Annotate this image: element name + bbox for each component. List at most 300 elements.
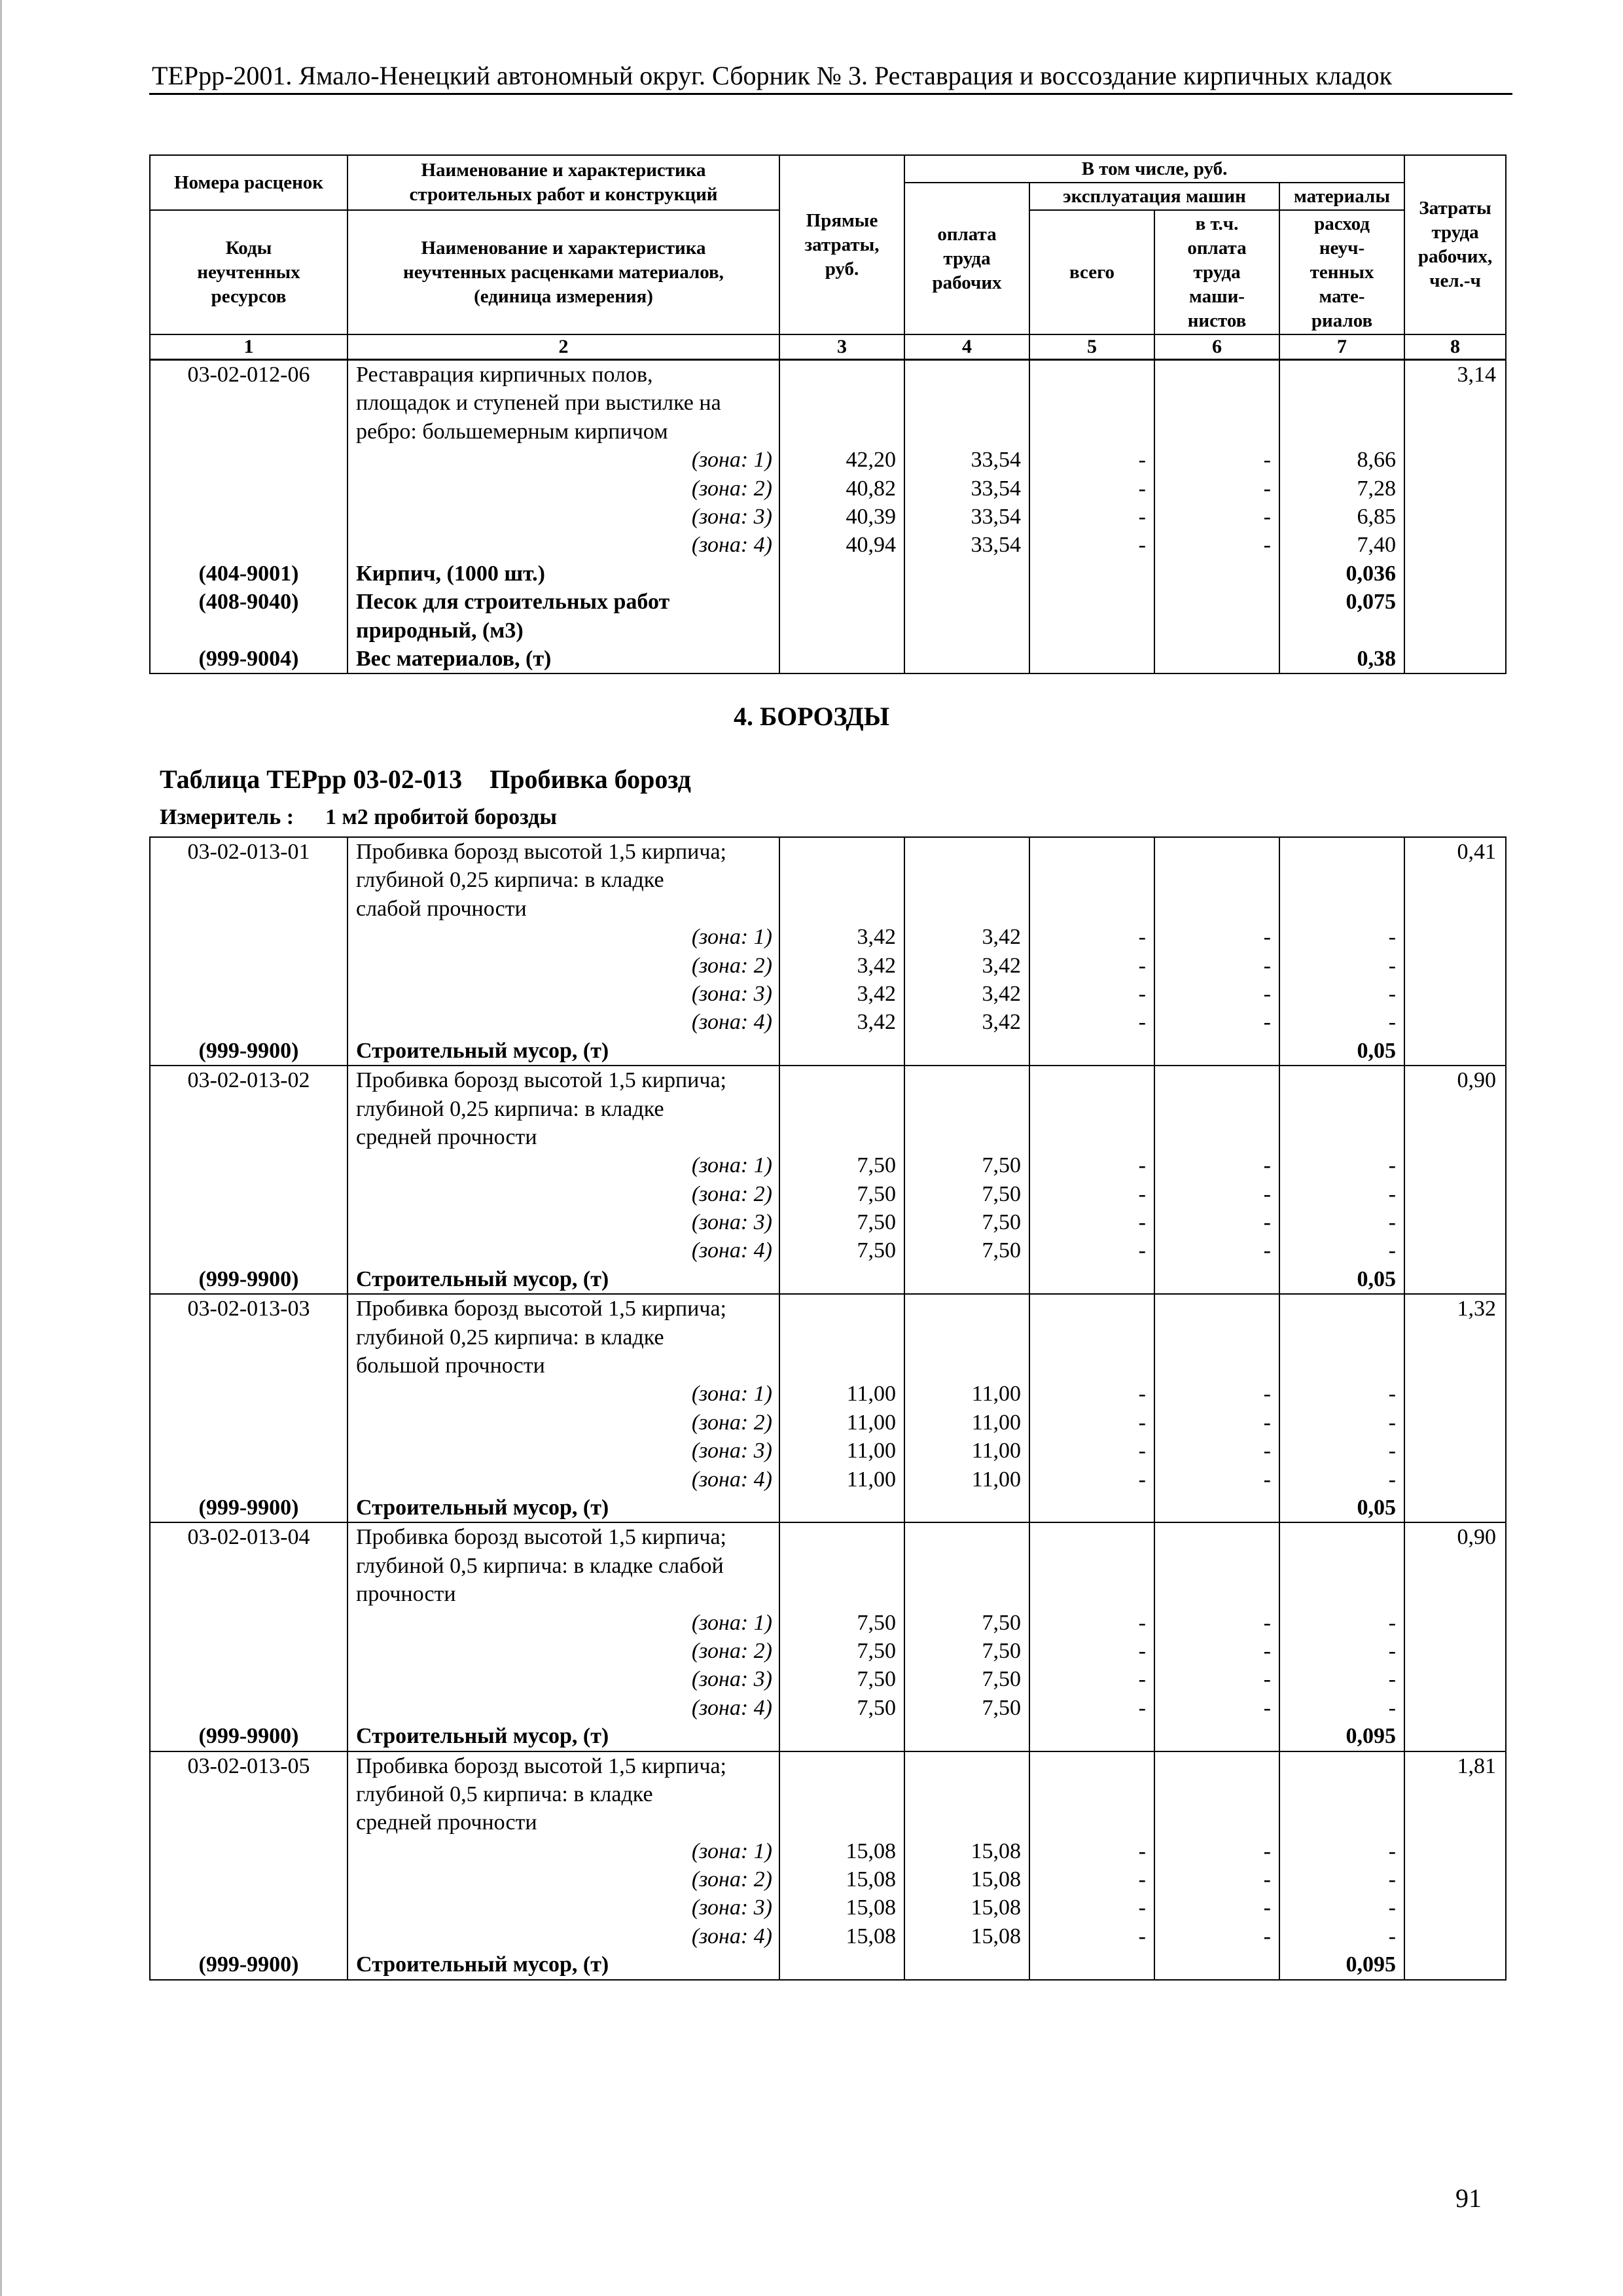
zone-label: (зона: 1) xyxy=(691,1153,772,1178)
blank-line xyxy=(151,980,347,1008)
materials-value: - xyxy=(1388,1895,1396,1920)
resource-value: 0,05 xyxy=(1357,1495,1396,1520)
blank-line xyxy=(1030,1523,1146,1551)
blank-line xyxy=(780,1722,896,1750)
zone-label: (зона: 1) xyxy=(691,448,772,473)
blank-line xyxy=(780,1494,896,1522)
blank-line xyxy=(1405,1922,1496,1950)
worker-wages-cell xyxy=(904,1522,1029,1751)
blank-line xyxy=(905,361,1021,389)
resource-value: 0,05 xyxy=(1357,1266,1396,1291)
rate-name-line: Пробивка борозд высотой 1,5 кирпича; xyxy=(356,840,726,864)
direct-costs-cell xyxy=(779,1751,904,1980)
machines-total-cell xyxy=(1029,360,1154,673)
direct-costs-cell xyxy=(779,1522,904,1751)
blank-line xyxy=(151,1408,347,1437)
rate-name-line: средней прочности xyxy=(356,1810,537,1835)
rate-code: 03-02-013-05 xyxy=(187,1753,310,1778)
direct-value: 15,08 xyxy=(846,1924,896,1948)
blank-line xyxy=(151,1552,347,1580)
direct-value: 15,08 xyxy=(846,1839,896,1863)
machines-total-value: - xyxy=(1138,476,1146,501)
blank-line xyxy=(1280,1552,1396,1580)
blank-line xyxy=(1030,1037,1146,1065)
wages-value: 11,00 xyxy=(971,1382,1021,1407)
zone-label: (зона: 3) xyxy=(691,1895,772,1920)
blank-line xyxy=(1280,1523,1396,1551)
materials-value: - xyxy=(1388,953,1396,978)
blank-line xyxy=(780,1295,896,1323)
blank-line xyxy=(780,560,896,588)
blank-line xyxy=(1155,560,1271,588)
wages-value: 15,08 xyxy=(971,1839,1021,1863)
zone-label: (зона: 4) xyxy=(691,1010,772,1035)
blank-line xyxy=(1405,1552,1496,1580)
zone-label: (зона: 3) xyxy=(691,1667,772,1692)
blank-line xyxy=(1405,1180,1496,1208)
blank-line xyxy=(1030,617,1146,645)
blank-line xyxy=(1405,952,1496,980)
blank-line xyxy=(1405,560,1496,588)
blank-line xyxy=(905,1580,1021,1608)
machinist-wages-value: - xyxy=(1263,504,1271,529)
zone-label: (зона: 3) xyxy=(691,504,772,529)
materials-value: - xyxy=(1388,1439,1396,1463)
blank-line xyxy=(1280,1352,1396,1380)
rate-group-row xyxy=(150,1294,1506,1522)
blank-line xyxy=(905,1722,1021,1750)
resource-value: 0,38 xyxy=(1357,646,1396,671)
rate-code: 03-02-013-03 xyxy=(187,1297,310,1321)
wages-value: 7,50 xyxy=(982,1181,1021,1206)
blank-line xyxy=(1030,361,1146,389)
blank-line xyxy=(1280,866,1396,894)
wages-value: 11,00 xyxy=(971,1439,1021,1463)
machines-total-value: - xyxy=(1138,1181,1146,1206)
blank-line xyxy=(1030,1066,1146,1094)
rate-name-line: глубиной 0,25 кирпича: в кладке xyxy=(356,1096,664,1121)
machines-total-value: - xyxy=(1138,533,1146,558)
blank-line xyxy=(1155,1037,1271,1065)
machinist-wages-value: - xyxy=(1263,1410,1271,1435)
zone-label: (зона: 2) xyxy=(691,953,772,978)
blank-line xyxy=(151,617,347,645)
rate-code: 03-02-013-02 xyxy=(187,1068,310,1093)
rate-name-line: Пробивка борозд высотой 1,5 кирпича; xyxy=(356,1297,726,1321)
machines-total-value: - xyxy=(1138,1667,1146,1692)
direct-value: 40,94 xyxy=(846,533,896,558)
blank-line xyxy=(780,1808,896,1837)
resource-code: (999-9900) xyxy=(198,1038,299,1063)
zone-label: (зона: 1) xyxy=(691,1382,772,1407)
blank-line xyxy=(1030,588,1146,616)
machines-total-value: - xyxy=(1138,1439,1146,1463)
rate-name-line: Пробивка борозд высотой 1,5 кирпича; xyxy=(356,1753,726,1778)
machinist-wages-value: - xyxy=(1263,925,1271,950)
blank-line xyxy=(1280,1123,1396,1151)
col-number: 1 xyxy=(150,334,348,359)
blank-line xyxy=(780,1552,896,1580)
blank-line xyxy=(1030,1265,1146,1293)
worker-wages-cell xyxy=(904,837,1029,1066)
resource-value: 0,095 xyxy=(1346,1724,1396,1749)
blank-line xyxy=(151,531,347,559)
direct-value: 40,82 xyxy=(846,476,896,501)
zone-label: (зона: 4) xyxy=(691,1924,772,1948)
machinist-wages-cell xyxy=(1154,1294,1279,1522)
blank-line xyxy=(780,1323,896,1352)
machinist-wages-value: - xyxy=(1263,1667,1271,1692)
zone-label: (зона: 2) xyxy=(691,1410,772,1435)
blank-line xyxy=(1280,1095,1396,1123)
measure-unit xyxy=(160,804,557,831)
blank-line xyxy=(1280,1752,1396,1780)
blank-line xyxy=(1405,1265,1496,1293)
machinist-wages-value: - xyxy=(1263,1153,1271,1178)
blank-line xyxy=(1405,1865,1496,1893)
blank-line xyxy=(151,1180,347,1208)
materials-value: - xyxy=(1388,1410,1396,1435)
machines-total-value: - xyxy=(1138,1895,1146,1920)
machines-total-cell xyxy=(1029,1522,1154,1751)
blank-line xyxy=(905,1295,1021,1323)
blank-line xyxy=(151,1123,347,1151)
worker-wages-cell xyxy=(904,1294,1029,1522)
materials-cell xyxy=(1279,837,1404,1066)
blank-line xyxy=(905,389,1021,417)
materials-value: 6,85 xyxy=(1357,504,1396,529)
blank-line xyxy=(1155,1523,1271,1551)
machinist-wages-value: - xyxy=(1263,1610,1271,1635)
direct-value: 11,00 xyxy=(846,1439,896,1463)
blank-line xyxy=(780,1950,896,1979)
labor-costs-cell xyxy=(1404,1522,1506,1751)
rate-group-row xyxy=(150,1066,1506,1294)
resource-code: (404-9001) xyxy=(198,561,299,586)
blank-line xyxy=(1405,531,1496,559)
machinist-wages-value: - xyxy=(1263,1638,1271,1663)
blank-line xyxy=(1155,1752,1271,1780)
blank-line xyxy=(1030,1552,1146,1580)
blank-line xyxy=(1405,1808,1496,1837)
col-number: 6 xyxy=(1154,334,1279,359)
col-header-labor-costs: Затраты труда рабочих, чел.-ч xyxy=(1404,155,1506,334)
rate-name-line: глубиной 0,25 кирпича: в кладке xyxy=(356,1325,664,1350)
blank-line xyxy=(1405,389,1496,417)
blank-line xyxy=(151,1323,347,1352)
direct-value: 40,39 xyxy=(846,504,896,529)
direct-value: 42,20 xyxy=(846,448,896,473)
zone-label: (зона: 3) xyxy=(691,981,772,1006)
rate-code-cell xyxy=(150,1294,348,1522)
blank-line xyxy=(151,503,347,531)
blank-line xyxy=(1405,1580,1496,1608)
blank-line xyxy=(151,1922,347,1950)
blank-line xyxy=(1155,361,1271,389)
col-number: 7 xyxy=(1279,334,1404,359)
machinist-wages-value: - xyxy=(1263,1924,1271,1948)
col-header-worker-wages: оплата труда рабочих xyxy=(904,183,1029,334)
direct-value: 7,50 xyxy=(857,1210,896,1235)
blank-line xyxy=(905,866,1021,894)
direct-value: 11,00 xyxy=(846,1410,896,1435)
col-number: 5 xyxy=(1029,334,1154,359)
wages-value: 3,42 xyxy=(982,981,1021,1006)
col-number: 4 xyxy=(904,334,1029,359)
materials-value: - xyxy=(1388,1610,1396,1635)
machinist-wages-cell xyxy=(1154,1751,1279,1980)
blank-line xyxy=(1405,1151,1496,1179)
blank-line xyxy=(1155,1494,1271,1522)
machines-total-value: - xyxy=(1138,1153,1146,1178)
direct-value: 15,08 xyxy=(846,1867,896,1892)
machinist-wages-value: - xyxy=(1263,1238,1271,1263)
table-title xyxy=(160,764,691,795)
blank-line xyxy=(1030,1352,1146,1380)
blank-line xyxy=(780,588,896,616)
wages-value: 7,50 xyxy=(982,1667,1021,1692)
machinist-wages-value: - xyxy=(1263,1010,1271,1035)
blank-line xyxy=(1155,1722,1271,1750)
col-header-machines-total: всего xyxy=(1029,210,1154,334)
blank-line xyxy=(151,1008,347,1036)
resource-value: 0,05 xyxy=(1357,1038,1396,1063)
resource-name-line: Строительный мусор, (т) xyxy=(356,1724,609,1749)
materials-cell xyxy=(1279,1066,1404,1294)
wages-value: 15,08 xyxy=(971,1867,1021,1892)
blank-line xyxy=(1405,1208,1496,1236)
direct-value: 7,50 xyxy=(857,1610,896,1635)
direct-value: 7,50 xyxy=(857,1181,896,1206)
machines-total-value: - xyxy=(1138,1924,1146,1948)
blank-line xyxy=(151,1609,347,1637)
materials-value: - xyxy=(1388,1382,1396,1407)
blank-line xyxy=(1030,389,1146,417)
blank-line xyxy=(1405,1637,1496,1665)
blank-line xyxy=(151,1208,347,1236)
blank-line xyxy=(1405,1465,1496,1494)
blank-line xyxy=(1405,645,1496,673)
machines-total-value: - xyxy=(1138,1410,1146,1435)
machinist-wages-value: - xyxy=(1263,1695,1271,1720)
machines-total-value: - xyxy=(1138,953,1146,978)
blank-line xyxy=(905,1950,1021,1979)
blank-line xyxy=(1280,617,1396,645)
section-title: 4. БОРОЗДЫ xyxy=(733,702,890,731)
blank-line xyxy=(151,1808,347,1837)
machinist-wages-value: - xyxy=(1263,533,1271,558)
materials-cell xyxy=(1279,1751,1404,1980)
blank-line xyxy=(1155,895,1271,923)
worker-wages-cell xyxy=(904,1066,1029,1294)
blank-line xyxy=(1155,1950,1271,1979)
blank-line xyxy=(780,1752,896,1780)
resource-code: (408-9040) xyxy=(198,590,299,615)
machines-total-value: - xyxy=(1138,925,1146,950)
rate-group-row xyxy=(150,1751,1506,1980)
rate-code-cell xyxy=(150,837,348,1066)
blank-line xyxy=(1280,389,1396,417)
blank-line xyxy=(1405,1123,1496,1151)
machinist-wages-value: - xyxy=(1263,476,1271,501)
labor-value: 1,81 xyxy=(1457,1753,1496,1778)
blank-line xyxy=(1405,1950,1496,1979)
materials-value: 7,40 xyxy=(1357,533,1396,558)
blank-line xyxy=(905,1552,1021,1580)
zone-label: (зона: 1) xyxy=(691,1610,772,1635)
zone-label: (зона: 2) xyxy=(691,476,772,501)
blank-line xyxy=(1405,923,1496,951)
wages-value: 33,54 xyxy=(971,504,1021,529)
blank-line xyxy=(1280,1780,1396,1808)
blank-line xyxy=(1405,1323,1496,1352)
wages-value: 7,50 xyxy=(982,1153,1021,1178)
blank-line xyxy=(1280,1323,1396,1352)
direct-costs-cell xyxy=(779,1066,904,1294)
blank-line xyxy=(1155,645,1271,673)
blank-line xyxy=(151,1665,347,1693)
blank-line xyxy=(151,1637,347,1665)
blank-line xyxy=(1155,1780,1271,1808)
rate-name-line: глубиной 0,5 кирпича: в кладке xyxy=(356,1782,653,1806)
blank-line xyxy=(1405,1437,1496,1465)
resource-name-line: Песок для строительных работ xyxy=(356,590,670,615)
blank-line xyxy=(1155,1352,1271,1380)
machines-total-value: - xyxy=(1138,1467,1146,1492)
blank-line xyxy=(780,361,896,389)
machinist-wages-value: - xyxy=(1263,1467,1271,1492)
blank-line xyxy=(1155,588,1271,616)
blank-line xyxy=(1405,1722,1496,1750)
blank-line xyxy=(1405,980,1496,1008)
blank-line xyxy=(905,1494,1021,1522)
wages-value: 7,50 xyxy=(982,1238,1021,1263)
direct-value: 15,08 xyxy=(846,1895,896,1920)
blank-line xyxy=(905,1066,1021,1094)
materials-value: - xyxy=(1388,1695,1396,1720)
blank-line xyxy=(1030,1494,1146,1522)
machines-total-value: - xyxy=(1138,1010,1146,1035)
resource-code: (999-9900) xyxy=(198,1266,299,1291)
resource-name-line: Вес материалов, (т) xyxy=(356,646,552,671)
blank-line xyxy=(1405,418,1496,446)
col-header-including: В том числе, руб. xyxy=(904,155,1404,183)
page-edge xyxy=(0,0,2,2296)
resource-name-line: Строительный мусор, (т) xyxy=(356,1952,609,1977)
table-code: Таблица ТЕРрр 03-02-013 xyxy=(160,764,463,794)
rate-name-cell xyxy=(348,360,779,673)
rate-name-line: прочности xyxy=(356,1582,456,1607)
blank-line xyxy=(151,1865,347,1893)
materials-cell xyxy=(1279,1522,1404,1751)
blank-line xyxy=(780,1123,896,1151)
measure-value: 1 м2 пробитой борозды xyxy=(325,805,557,829)
blank-line xyxy=(1030,895,1146,923)
machinist-wages-value: - xyxy=(1263,1867,1271,1892)
blank-line xyxy=(1280,1808,1396,1837)
materials-value: - xyxy=(1388,1839,1396,1863)
blank-line xyxy=(905,1265,1021,1293)
machines-total-cell xyxy=(1029,837,1154,1066)
blank-line xyxy=(1405,1352,1496,1380)
blank-line xyxy=(1155,1552,1271,1580)
direct-value: 11,00 xyxy=(846,1467,896,1492)
blank-line xyxy=(1405,1236,1496,1265)
blank-line xyxy=(151,1837,347,1865)
materials-cell xyxy=(1279,1294,1404,1522)
worker-wages-cell xyxy=(904,1751,1029,1980)
wages-value: 7,50 xyxy=(982,1210,1021,1235)
machinist-wages-value: - xyxy=(1263,1839,1271,1863)
machines-total-value: - xyxy=(1138,1839,1146,1863)
blank-line xyxy=(905,1037,1021,1065)
wages-value: 33,54 xyxy=(971,533,1021,558)
direct-value: 3,42 xyxy=(857,1010,896,1035)
rate-name-line: Пробивка борозд высотой 1,5 кирпича; xyxy=(356,1525,726,1550)
rate-name-line: слабой прочности xyxy=(356,896,527,921)
machines-total-value: - xyxy=(1138,1867,1146,1892)
machines-total-value: - xyxy=(1138,1638,1146,1663)
machinist-wages-value: - xyxy=(1263,981,1271,1006)
materials-value: - xyxy=(1388,1467,1396,1492)
labor-value: 0,90 xyxy=(1457,1068,1496,1093)
rates-table-013 xyxy=(149,836,1507,1981)
blank-line xyxy=(780,617,896,645)
rate-name-line: глубиной 0,5 кирпича: в кладке слабой xyxy=(356,1553,724,1578)
blank-line xyxy=(1155,418,1271,446)
blank-line xyxy=(1155,389,1271,417)
labor-value: 0,41 xyxy=(1457,840,1496,864)
wages-value: 15,08 xyxy=(971,1924,1021,1948)
resource-code: (999-9900) xyxy=(198,1952,299,1977)
direct-value: 7,50 xyxy=(857,1667,896,1692)
resource-name-line: Строительный мусор, (т) xyxy=(356,1495,609,1520)
labor-costs-cell xyxy=(1404,1294,1506,1522)
blank-line xyxy=(905,838,1021,866)
machinist-wages-value: - xyxy=(1263,1210,1271,1235)
blank-line xyxy=(905,1523,1021,1551)
blank-line xyxy=(1030,560,1146,588)
materials-value: - xyxy=(1388,1667,1396,1692)
materials-value: - xyxy=(1388,1867,1396,1892)
rate-group-row xyxy=(150,1522,1506,1751)
blank-line xyxy=(1405,1665,1496,1693)
header-rule xyxy=(149,93,1512,95)
col-header-rate-numbers: Номера расценок xyxy=(150,155,348,210)
blank-line xyxy=(1405,895,1496,923)
machines-total-value: - xyxy=(1138,1238,1146,1263)
blank-line xyxy=(1030,1123,1146,1151)
blank-line xyxy=(1405,1095,1496,1123)
rate-name-line: глубиной 0,25 кирпича: в кладке xyxy=(356,868,664,893)
materials-value: - xyxy=(1388,1181,1396,1206)
rate-name-line: ребро: большемерным кирпичом xyxy=(356,419,668,444)
blank-line xyxy=(780,895,896,923)
blank-line xyxy=(1280,838,1396,866)
blank-line xyxy=(905,588,1021,616)
machinist-wages-value: - xyxy=(1263,1439,1271,1463)
col-header-work-name: Наименование и характеристика строительных работ и конструкций xyxy=(348,155,779,210)
blank-line xyxy=(151,1694,347,1722)
machines-total-cell xyxy=(1029,1751,1154,1980)
blank-line xyxy=(905,1752,1021,1780)
column-header-table xyxy=(149,154,1507,360)
blank-line xyxy=(780,1523,896,1551)
blank-line xyxy=(151,1095,347,1123)
zone-label: (зона: 2) xyxy=(691,1638,772,1663)
blank-line xyxy=(780,1580,896,1608)
blank-line xyxy=(905,1352,1021,1380)
